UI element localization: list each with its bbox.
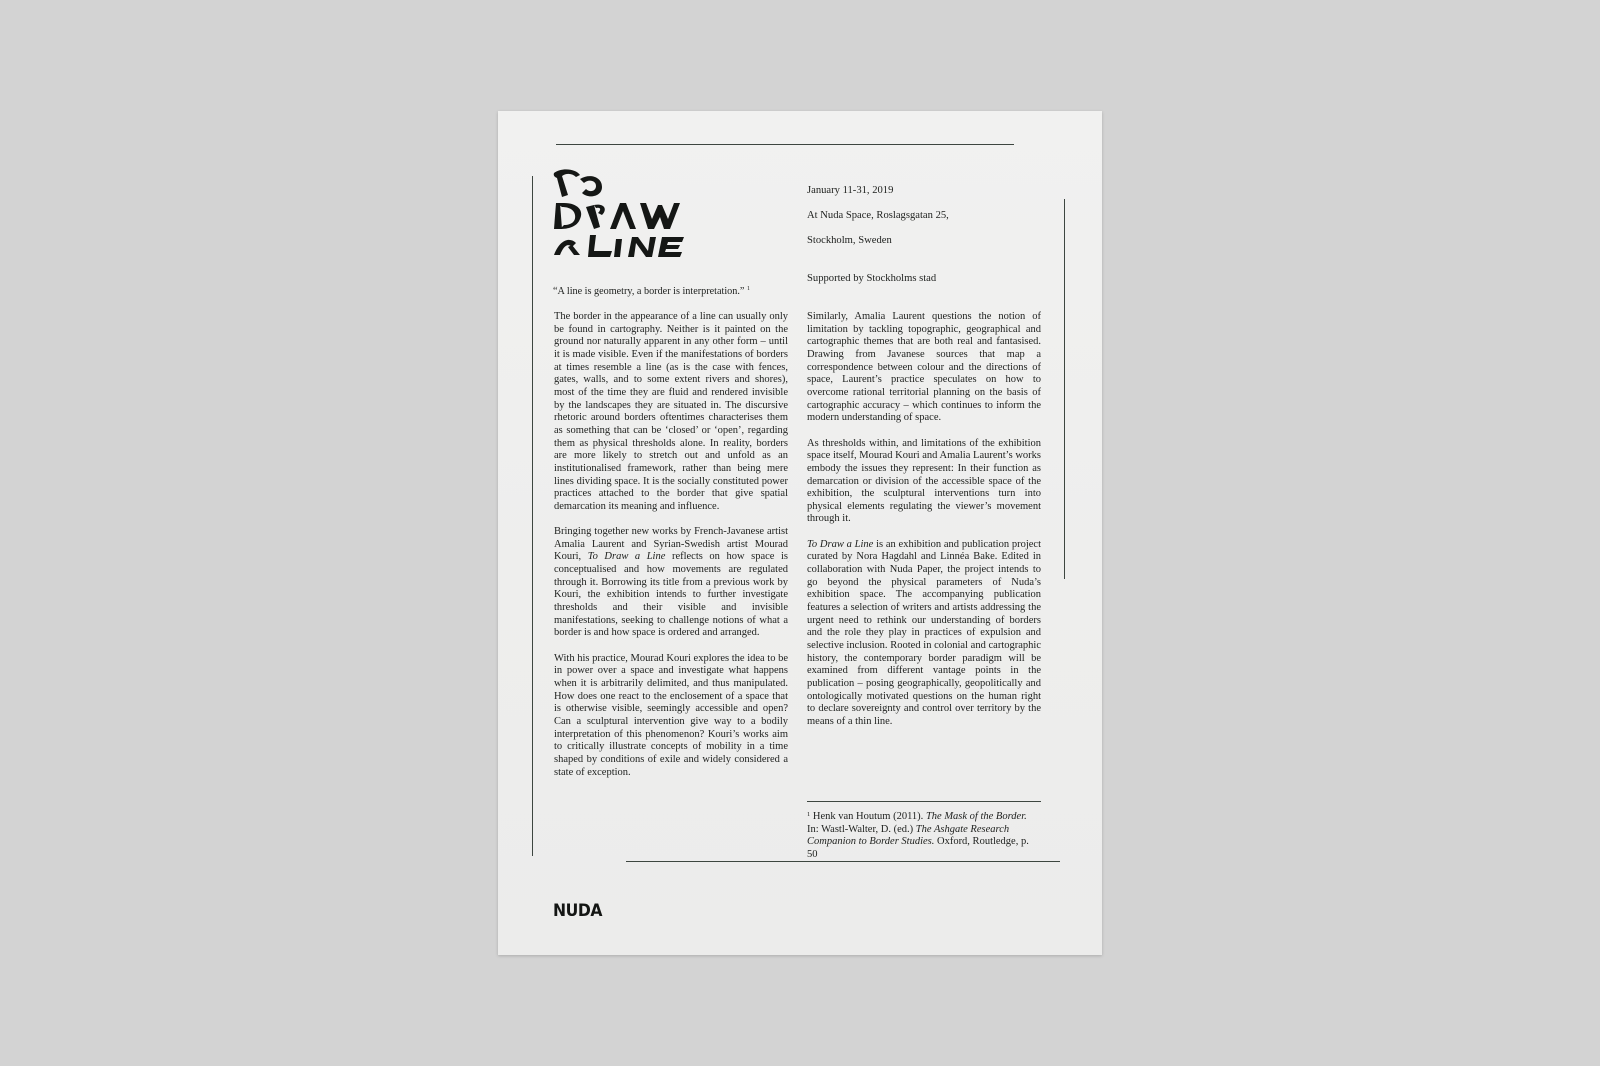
left-paragraph-1: The border in the appearance of a line can usually only be found in cartography. Neither is it painted on the ground nor naturally apparent in any other form – until it is made visible. Even if the manifestations of borders at times resemble a line (as is the case with fences, gates, walls, and to some extent rivers and shores), most of the time they are fluid and rendered invisible by the landscapes they are situated in. The discursive rhetoric around borders oftentimes characterises them as something that can be ‘closed’ or ‘open’, regarding them as physical thresholds alone. In reality, borders are more likely to stretch out and unfold as an institutionalised framework, rather than being mere lines dividing space. It is the socially constituted power practices attached to the border that give spatial demarcation its meaning and influence. xyxy=(554,311,788,512)
exhibition-dates: January 11-31, 2019 xyxy=(807,184,894,196)
footnote-publisher: Oxford, Routledge, p. 50 xyxy=(807,836,1029,860)
right-paragraph-1: Similarly, Amalia Laurent questions the notion of limitation by tackling topographic, geographical and cartographic themes that are both real and fantasised. Drawing from Javanese sources that map a correspondence between colour and the directions of space, Laurent’s practice speculates on how to overcome rational territorial planning on the basis of cartographic accuracy – which continues to inform the modern understanding of space. xyxy=(807,311,1041,424)
footnote-rule xyxy=(807,801,1041,802)
quote-text: “A line is geometry, a border is interpretation.” xyxy=(553,286,745,297)
left-paragraph-3: With his practice, Mourad Kouri explores the idea to be in power over a space and investigate what happens when it is arbitrarily delimited, and thus manipulated. How does one react to the enclosement of a space that is otherwise visible, seemingly accessible and open? Can a sculptural intervention give way to a bodily interpretation of this phenomenon? Kouri’s works aim to critically illustrate concepts of mobility in a time shaped by conditions of exile and widely considered a state of exception. xyxy=(554,652,789,778)
left-column xyxy=(554,311,788,792)
left-paragraph-2-start: Bringing together new works by French-Javanese artist Amalia Laurent and Syrian-Swedish artist Mourad Kouri, xyxy=(554,526,788,563)
right-column xyxy=(807,311,1041,741)
footnote xyxy=(807,809,1041,861)
poster-sheet xyxy=(498,111,1102,955)
footnote-editor: In: Wastl-Walter, D. (ed.) xyxy=(807,823,916,835)
exhibition-title-italic: To Draw a Line xyxy=(587,551,666,563)
nuda-logo-text: NUDA xyxy=(553,901,603,921)
exhibition-venue: At Nuda Space, Roslagsgatan 25, xyxy=(807,209,949,221)
right-vertical-rule xyxy=(1064,199,1065,579)
footnote-number: 1 xyxy=(807,811,811,818)
left-paragraph-2-end: reflects on how space is conceptualised and how movements are regulated through it. Borrowing its title from a previous work by Kouri, the exhibition intends to further investigate thresholds and their visible and invisible manifestations, seeking to challenge notions of what a border is and how space is ordered and arranged. xyxy=(554,551,789,639)
right-paragraph-3-body: is an exhibition and publication project curated by Nora Hagdahl and Linnéa Bake. Edited in collaboration with Nuda Paper, the project intends to go beyond the physical parameters of Nuda’s exhibition space. The accompanying publication features a selection of writers and artists addressing the urgent need to rethink our understanding of borders and the role they play in practices of expulsion and selective inclusion. Rooted in colonial and cartographic history, the contemporary border paradigm will be examined from different vantage points in the publication – posing geographically, geopolitically and ontologically motivated questions on the human right to declare sovereignty and control over territory by the means of a thin line. xyxy=(807,538,1041,727)
footnote-author: Henk van Houtum (2011). xyxy=(810,811,926,822)
exhibition-city: Stockholm, Sweden xyxy=(807,234,892,246)
right-paragraph-3 xyxy=(807,539,1041,729)
footnote-title-1: The Mask of the Border. xyxy=(925,811,1027,822)
right-paragraph-2: As thresholds within, and limitations of the exhibition space itself, Mourad Kouri and Amalia Laurent’s works embody the issues they represent: In their function as demarcation or division of the accessible space of the exhibition, the sculptural interventions turn into physical elements regulating the viewer’s movement through it. xyxy=(807,437,1041,525)
support-credit: Supported by Stockholms stad xyxy=(807,273,937,285)
left-vertical-rule xyxy=(532,176,533,856)
epigraph-quote xyxy=(553,286,750,297)
left-paragraph-2 xyxy=(554,526,788,640)
title-logo xyxy=(550,167,700,259)
top-rule xyxy=(556,144,1014,145)
nuda-logo xyxy=(553,901,601,919)
exhibition-info xyxy=(807,172,949,298)
quote-footnote-ref: 1 xyxy=(746,286,750,292)
exhibition-title-italic: To Draw a Line xyxy=(807,538,874,550)
footnote-title-2: The Ashgate Research Companion to Border Studies. xyxy=(807,823,1010,848)
